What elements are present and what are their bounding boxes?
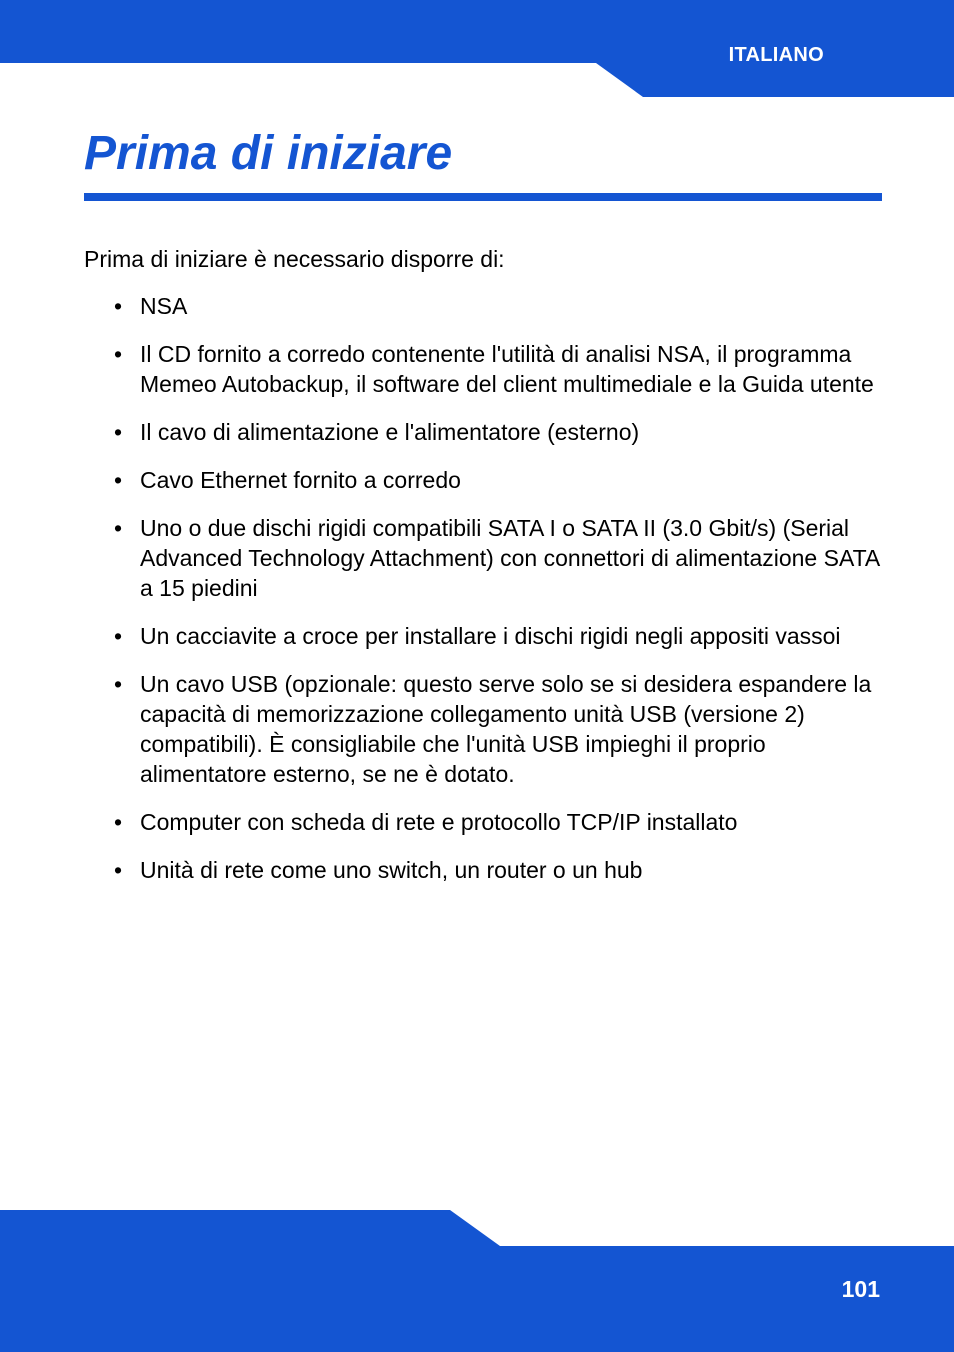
page-title: Prima di iniziare [84,127,453,180]
list-item-text: Il CD fornito a corredo contenente l'utilità di analisi NSA, il programma Memeo Autobackup, il software del client multimediale e la Guida utente [140,341,874,397]
title-underline [84,193,882,201]
bullet-icon: • [114,857,123,883]
list-item-text: Unità di rete come uno switch, un router o un hub [140,857,643,883]
intro-text: Prima di iniziare è necessario disporre di: [84,246,505,272]
list-item-text: Un cavo USB (opzionale: questo serve solo se si desidera espandere la capacità di memorizzazione collegamento unità USB (versione 2) compatibili). È consigliabile che l'unità USB impieghi il proprio alimentatore esterno, se ne è dotato. [140,671,872,787]
footer-band [0,1210,954,1352]
list-item-text: Un cacciavite a croce per installare i dischi rigidi negli appositi vassoi [140,623,841,649]
bullet-icon: • [114,623,123,649]
list-item-text: Computer con scheda di rete e protocollo TCP/IP installato [140,809,738,835]
list-item [84,807,884,837]
list-item [84,465,884,495]
language-label: ITALIANO [728,44,824,66]
list-item [84,291,884,321]
bullet-icon: • [114,293,123,319]
list-item-text: Uno o due dischi rigidi compatibili SATA I o SATA II (3.0 Gbit/s) (Serial Advanced Technology Attachment) con connettori di alimentazione SATA a 15 piedini [140,515,879,601]
list-item [84,339,884,399]
bullet-icon: • [114,515,123,541]
bullet-icon: • [114,467,123,493]
list-item [84,513,884,603]
list-item [84,669,884,789]
list-item-text: Cavo Ethernet fornito a corredo [140,467,461,493]
bullet-icon: • [114,671,123,697]
bullet-icon: • [114,419,123,445]
list-item-text: Il cavo di alimentazione e l'alimentatore (esterno) [140,419,640,445]
list-item [84,621,884,651]
bullet-icon: • [114,341,123,367]
list-item-text: NSA [140,293,188,319]
list-item [84,855,884,885]
page-number: 101 [841,1276,880,1302]
list-item [84,417,884,447]
bullet-icon: • [114,809,123,835]
requirements-list [84,291,884,903]
